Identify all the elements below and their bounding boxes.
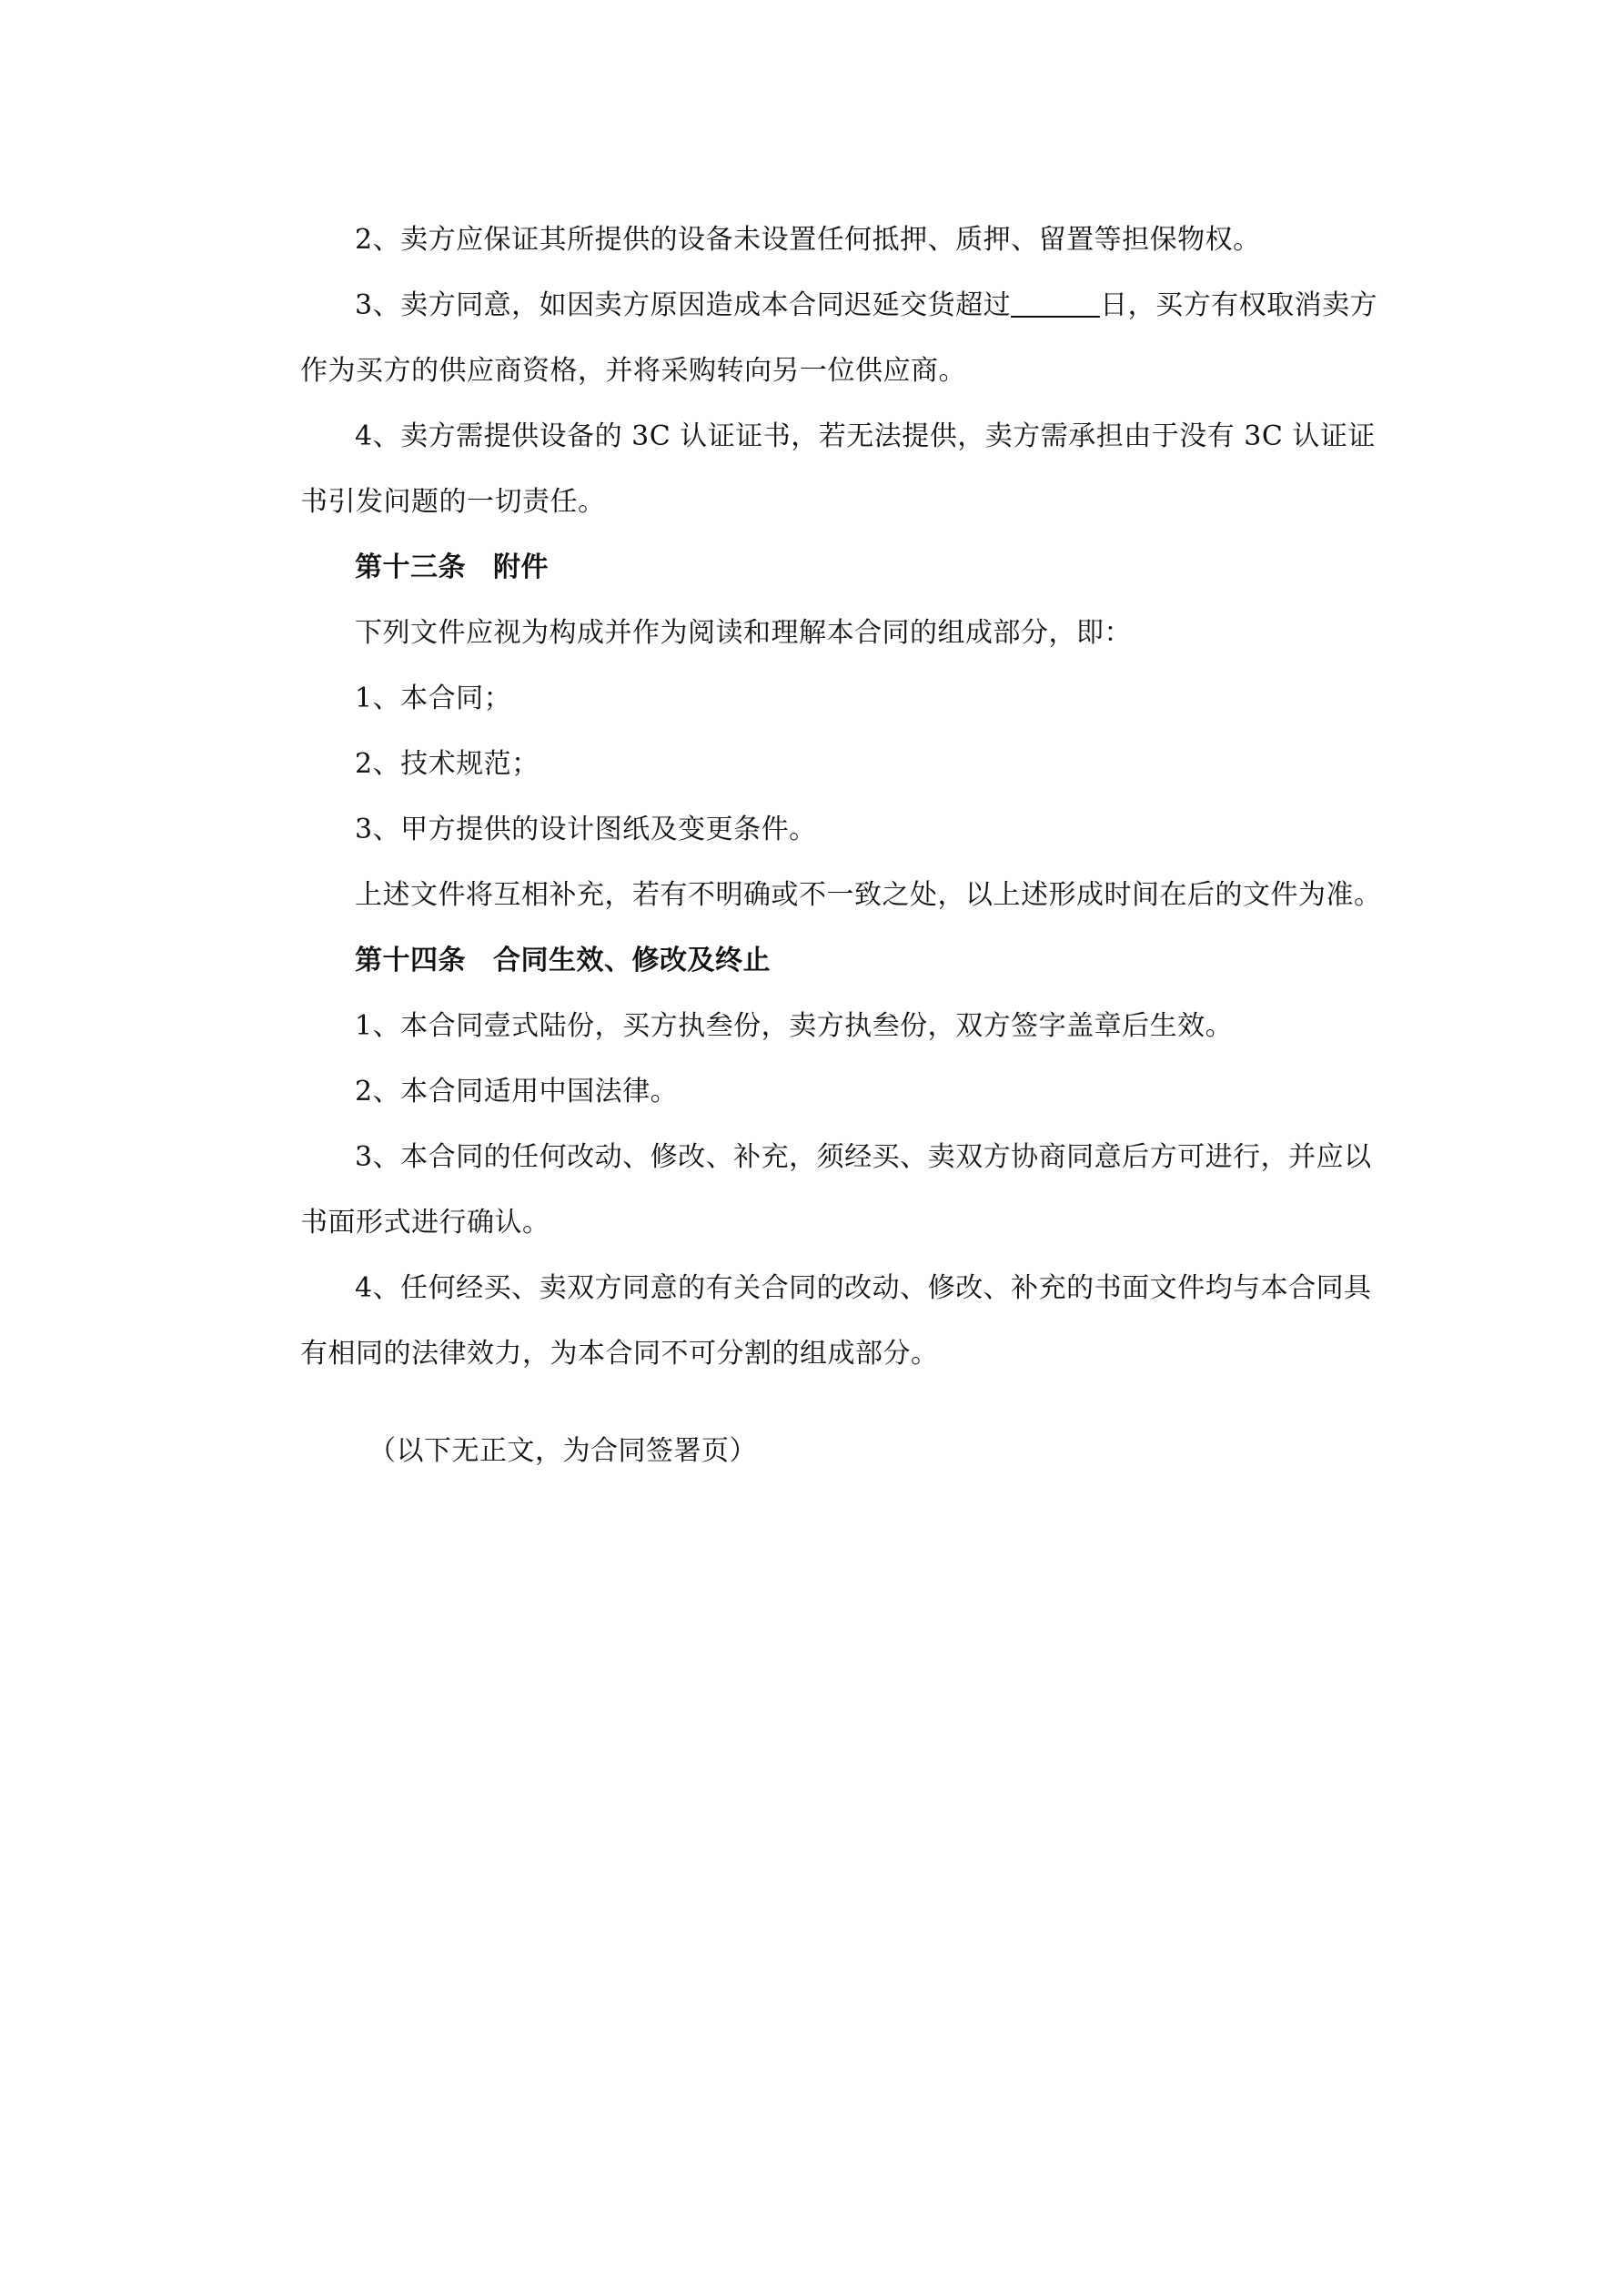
article-13-item-1: 1、本合同；	[355, 683, 512, 714]
document-body	[300, 207, 1383, 1484]
paragraph-seller-guarantee: 2、卖方应保证其所提供的设备未设置任何抵押、质押、留置等担保物权。	[355, 224, 1261, 256]
article-14-title: 合同生效、修改及终止	[493, 945, 771, 976]
paragraph-delivery-delay-end: 日，买方有权取消卖方作为买方的供应商资格，并将采购转向另一位供应商。	[300, 289, 1378, 387]
article-13-conclusion: 上述文件将互相补充，若有不明确或不一致之处，以上述形成时间在后的文件为准。	[355, 879, 1382, 911]
article-13-item-2: 2、技术规范；	[355, 748, 540, 780]
article-14-item-3: 3、本合同的任何改动、修改、补充，须经买、卖双方协商同意后方可进行，并应以书面形式进行确认。	[300, 1141, 1372, 1239]
article-13-item-3: 3、甲方提供的设计图纸及变更条件。	[355, 814, 817, 845]
paragraph-delivery-delay-start: 3、卖方同意，如因卖方原因造成本合同迟延交货超过	[355, 289, 1012, 321]
article-13-title: 附件	[493, 551, 549, 583]
article-14-item-4: 4、任何经买、卖双方同意的有关合同的改动、修改、补充的书面文件均与本合同具有相同的法律效力，为本合同不可分割的组成部分。	[300, 1272, 1372, 1370]
closing-note: （以下无正文，为合同签署页）	[368, 1435, 757, 1467]
paragraph-3c-certificate: 4、卖方需提供设备的 3C 认证证书，若无法提供，卖方需承担由于没有 3C 认证证书引发问题的一切责任。	[300, 420, 1376, 518]
days-blank-line	[1011, 288, 1100, 318]
paragraph-delivery-delay	[300, 273, 1383, 404]
article-13-number: 第十三条	[355, 551, 466, 583]
article-13-intro: 下列文件应视为构成并作为阅读和理解本合同的组成部分，即：	[355, 617, 1132, 649]
article-14-item-2: 2、本合同适用中国法律。	[355, 1076, 679, 1108]
article-14-item-1: 1、本合同壹式陆份，买方执叁份，卖方执叁份，双方签字盖章后生效。	[355, 1010, 1234, 1042]
article-14-heading	[300, 928, 1383, 994]
article-14-number: 第十四条	[355, 945, 466, 976]
article-13-heading	[300, 535, 1383, 601]
